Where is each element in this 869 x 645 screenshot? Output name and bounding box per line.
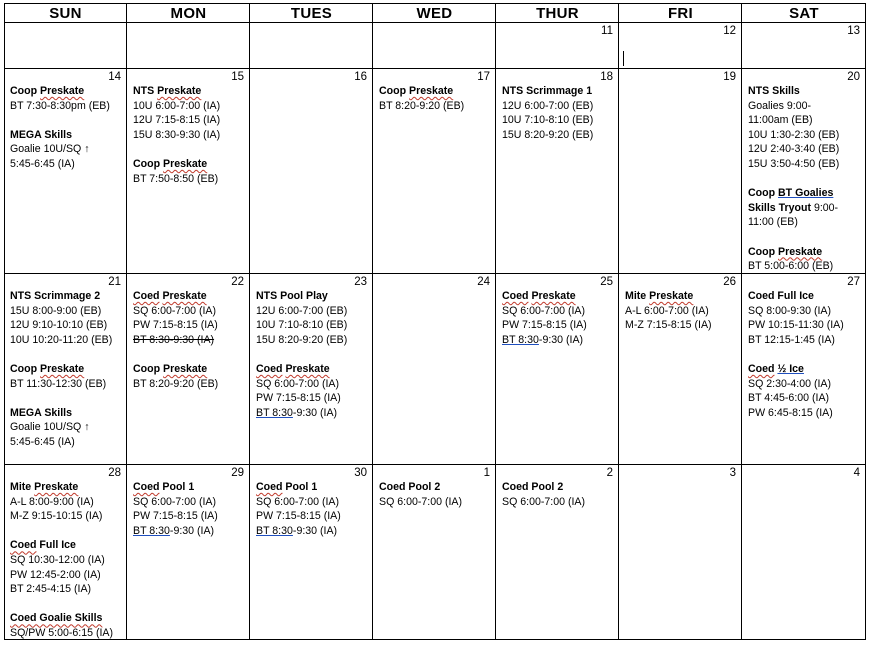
event-time-line: SQ 6:00-7:00 (IA) [133, 304, 217, 317]
event-title-part: Coed [133, 290, 160, 302]
day-cell[interactable] [742, 69, 866, 274]
event-block [379, 480, 493, 509]
event-block [379, 84, 493, 113]
event-time-line: 5:45-6:45 (IA) [10, 435, 75, 448]
event-time-line: SQ 8:00-9:30 (IA) [748, 304, 832, 317]
event-title-part: Coed [10, 539, 37, 552]
event-title-part: NTS Skills [748, 85, 800, 97]
event-time-line: 10U 1:30-2:30 (EB) [748, 128, 840, 141]
event-title-part: Full Ice [36, 539, 76, 552]
event-title [10, 362, 124, 377]
day-number: 28 [108, 467, 121, 479]
weekday-header: FRI [667, 4, 694, 22]
event-block [748, 84, 863, 172]
day-cell[interactable] [496, 274, 619, 465]
event-title-part: Coop [748, 187, 779, 200]
day-cell[interactable] [4, 274, 127, 465]
event-time-line: 10U 10:20-11:20 (EB) [10, 333, 113, 346]
event-title [256, 362, 370, 377]
day-number: 19 [723, 71, 736, 83]
event-block [502, 84, 616, 142]
event-time-line: SQ 2:30-4:00 (IA) [748, 377, 832, 390]
day-number: 26 [723, 276, 736, 288]
day-number: 24 [477, 276, 490, 288]
event-title [10, 480, 124, 495]
day-cell[interactable] [127, 274, 250, 465]
event-time-line: 15U 8:30-9:30 (IA) [133, 128, 221, 141]
event-block [748, 362, 863, 420]
event-title-part: Coop [10, 85, 41, 97]
day-number: 11 [601, 25, 613, 37]
event-time-line [133, 524, 247, 539]
event-time-line: Goalie 10U/SQ ↑ [10, 421, 90, 434]
day-number: 30 [354, 467, 367, 479]
event-title-part: NTS Scrimmage 2 [10, 290, 101, 302]
day-number: 17 [477, 71, 490, 83]
event-title-part: NTS [133, 85, 158, 97]
time-underlined: BT 8:30 [133, 524, 170, 537]
day-cell[interactable] [619, 23, 742, 69]
event-title-part: Coop [10, 362, 41, 375]
day-number: 3 [729, 467, 736, 479]
event-title [133, 289, 247, 304]
day-number: 4 [853, 467, 860, 479]
weekday-header: TUES [290, 4, 333, 22]
event-time-line: SQ 6:00-7:00 (IA) [502, 495, 586, 508]
event-title-part: Coed [256, 362, 283, 375]
event-time-line: SQ/PW 5:00-6:15 (IA) [10, 626, 114, 639]
day-number: 12 [723, 25, 736, 37]
event-title-part: Preskate [163, 157, 208, 170]
event-time-line: SQ 6:00-7:00 (IA) [256, 495, 340, 508]
day-number: 25 [600, 276, 613, 288]
event-title-part: Preskate [285, 362, 330, 375]
event-block [502, 480, 616, 509]
text-cursor [623, 51, 624, 66]
event-title-part: MEGA Skills [10, 128, 73, 141]
event-time-line: SQ 6:00-7:00 (IA) [502, 304, 586, 317]
day-cell[interactable] [742, 23, 866, 69]
event-time-line: BT 12:15-1:45 (IA) [748, 333, 835, 346]
event-list [10, 480, 124, 641]
event-list [502, 84, 616, 142]
event-time-line: 11:00 (EB) [748, 216, 798, 229]
event-time-line: 15U 8:20-9:20 (EB) [502, 128, 594, 141]
event-block [133, 362, 247, 391]
event-time-line: SQ 6:00-7:00 (IA) [256, 377, 340, 390]
time-rest: 9:00- [811, 201, 839, 214]
event-title-part: Coop [133, 157, 164, 170]
event-time-line: PW 7:15-8:15 (IA) [256, 392, 341, 405]
event-list [502, 289, 616, 347]
cancelled-time: BT 8:30-9:30 (IA) [133, 333, 215, 346]
event-block [748, 186, 863, 230]
day-number: 22 [231, 276, 244, 288]
event-time-line [256, 406, 370, 421]
time-rest: -9:30 (IA) [292, 406, 338, 419]
event-time-line: PW 6:45-8:15 (IA) [748, 406, 833, 419]
event-title [379, 84, 493, 99]
event-title-part: ½ Ice [777, 362, 804, 375]
event-block [133, 480, 247, 538]
event-block [748, 289, 863, 347]
event-title [256, 480, 370, 495]
time-rest: -9:30 (IA) [292, 524, 338, 537]
event-time-line: BT 11:30-12:30 (EB) [10, 377, 107, 390]
event-time-line: SQ 6:00-7:00 (IA) [379, 495, 463, 508]
event-block [10, 611, 124, 640]
event-title-part: Coed Goalie Skills [10, 612, 103, 625]
day-cell[interactable] [127, 23, 250, 69]
event-title [133, 157, 247, 172]
weekday-header: MON [170, 4, 207, 22]
event-title [379, 480, 493, 495]
event-time-line: SQ 10:30-12:00 (IA) [10, 553, 105, 566]
event-time-line: M-Z 9:15-10:15 (IA) [10, 510, 103, 523]
event-title-part: Coed [502, 290, 529, 302]
event-title-part: NTS Scrimmage 1 [502, 85, 593, 97]
time-underlined: BT 8:30 [502, 333, 539, 346]
event-time-line: PW 7:15-8:15 (IA) [133, 319, 218, 332]
event-block [10, 538, 124, 596]
event-title [10, 128, 124, 143]
day-number: 14 [108, 71, 121, 83]
day-number: 29 [231, 467, 244, 479]
event-time-line [748, 201, 863, 216]
event-title [256, 289, 370, 304]
event-title [10, 289, 124, 304]
event-block [10, 289, 124, 347]
event-time-line: Goalies 9:00- [748, 99, 812, 112]
day-cell[interactable] [619, 69, 742, 274]
event-time-line: BT 2:45-4:15 (IA) [10, 583, 92, 596]
event-title-part: Coed [748, 362, 775, 375]
event-time-line: BT 4:45-6:00 (IA) [748, 392, 830, 405]
event-title-part: Preskate [40, 362, 85, 375]
event-title-part: Preskate [163, 362, 208, 375]
event-title [502, 289, 616, 304]
event-title-part: Mite [625, 290, 650, 302]
day-cell[interactable] [742, 274, 866, 465]
weekday-header: WED [416, 4, 453, 22]
event-time-line: M-Z 7:15-8:15 (IA) [625, 319, 712, 332]
event-list [10, 84, 124, 172]
day-cell[interactable] [373, 23, 496, 69]
day-cell[interactable] [373, 465, 496, 640]
event-time-line [256, 524, 370, 539]
event-title [748, 84, 863, 99]
weekday-header: SAT [789, 4, 819, 22]
day-number: 2 [606, 467, 613, 479]
day-cell[interactable] [496, 23, 619, 69]
event-time-line: 10U 7:10-8:10 (EB) [502, 114, 594, 127]
day-cell[interactable] [250, 69, 373, 274]
event-title-part: Mite [10, 481, 35, 493]
event-list [748, 84, 863, 274]
event-title [748, 186, 863, 201]
event-block [10, 128, 124, 172]
event-time-line: BT 8:20-9:20 (EB) [379, 99, 465, 112]
time-underlined: BT 8:30 [256, 406, 293, 419]
event-time-line: SQ 6:00-7:00 (IA) [133, 495, 217, 508]
day-cell[interactable] [250, 274, 373, 465]
event-block [256, 289, 370, 347]
day-cell[interactable] [496, 465, 619, 640]
event-title-part: Preskate [40, 85, 85, 97]
day-cell[interactable] [4, 465, 127, 640]
day-number: 18 [600, 71, 613, 83]
event-block [256, 362, 370, 420]
day-number: 16 [354, 71, 367, 83]
event-title-cont: Skills Tryout [748, 201, 811, 214]
event-title-part: BT Goalies [778, 187, 834, 200]
event-list [379, 84, 493, 113]
day-cell[interactable] [373, 69, 496, 274]
event-title [133, 480, 247, 495]
event-time-line: Goalie 10U/SQ ↑ [10, 143, 90, 156]
day-cell[interactable] [619, 274, 742, 465]
day-number: 15 [231, 71, 244, 83]
event-time-line: BT 7:30-8:30pm (EB) [10, 99, 110, 112]
event-title-part: Preskate [409, 85, 454, 97]
event-block [748, 245, 863, 274]
event-block [10, 362, 124, 391]
event-title-part: Coop [379, 85, 410, 97]
event-block [133, 84, 247, 142]
event-list [133, 84, 247, 186]
event-time-line: 15U 8:20-9:20 (EB) [256, 333, 348, 346]
event-title-part: Preskate [34, 481, 79, 493]
event-time-line: 10U 7:10-8:10 (EB) [256, 319, 348, 332]
event-title [625, 289, 739, 304]
event-time-line: BT 8:20-9:20 (EB) [133, 377, 219, 390]
weekday-header: SUN [49, 4, 82, 22]
event-list [748, 289, 863, 420]
day-cell[interactable] [4, 69, 127, 274]
event-time-line: 12U 2:40-3:40 (EB) [748, 143, 840, 156]
event-block [133, 157, 247, 186]
event-block [10, 406, 124, 450]
event-title [10, 611, 124, 626]
event-time-line: 11:00am (EB) [748, 114, 813, 127]
event-title [748, 289, 863, 304]
event-list [379, 480, 493, 509]
day-cell[interactable] [127, 69, 250, 274]
event-list [10, 289, 124, 450]
event-list [256, 480, 370, 538]
event-title [133, 362, 247, 377]
event-time-line: 5:45-6:45 (IA) [10, 157, 75, 170]
event-list [502, 480, 616, 509]
day-cell[interactable] [373, 274, 496, 465]
event-time-line: PW 12:45-2:00 (IA) [10, 568, 101, 581]
event-title [502, 480, 616, 495]
event-title [10, 84, 124, 99]
event-time-line: 12U 6:00-7:00 (EB) [256, 304, 348, 317]
event-title [10, 538, 124, 553]
event-title [133, 84, 247, 99]
event-time-line: A-L 8:00-9:00 (IA) [10, 495, 94, 508]
day-number: 21 [108, 276, 121, 288]
event-time-line: PW 10:15-11:30 (IA) [748, 319, 844, 332]
event-title-part: Coed Pool 2 [502, 481, 564, 493]
day-cell[interactable] [127, 465, 250, 640]
day-cell[interactable] [250, 465, 373, 640]
event-title-part: Coop [748, 245, 779, 258]
event-time-line: PW 7:15-8:15 (IA) [256, 510, 341, 523]
event-title-part: Preskate [162, 290, 207, 302]
event-title-part: Coop [133, 362, 164, 375]
event-time-line: 15U 3:50-4:50 (EB) [748, 157, 840, 170]
time-rest: -9:30 (IA) [169, 524, 215, 537]
event-title-part: NTS Pool Play [256, 290, 328, 302]
event-list [625, 289, 739, 333]
event-block [256, 480, 370, 538]
event-title-part: MEGA Skills [10, 406, 73, 419]
event-list [133, 289, 247, 391]
event-time-line: PW 7:15-8:15 (IA) [133, 510, 218, 523]
event-time-line: BT 7:50-8:50 (EB) [133, 172, 219, 185]
day-cell[interactable] [619, 465, 742, 640]
day-cell[interactable] [4, 23, 127, 69]
day-number: 20 [847, 71, 860, 83]
event-title [502, 84, 616, 99]
event-title-part: Preskate [649, 290, 694, 302]
event-time-line: PW 7:15-8:15 (IA) [502, 319, 587, 332]
event-title [748, 245, 863, 260]
event-title [748, 362, 863, 377]
event-title-part: Preskate [778, 245, 823, 258]
day-cell[interactable] [496, 69, 619, 274]
event-title-part: Coed Pool 2 [379, 481, 441, 493]
day-number: 1 [483, 467, 490, 479]
event-time-line: 12U 6:00-7:00 (EB) [502, 99, 594, 112]
event-time-line: 12U 7:15-8:15 (IA) [133, 114, 221, 127]
weekday-header: THUR [536, 4, 579, 22]
event-list [256, 289, 370, 420]
day-number: 27 [847, 276, 860, 288]
event-title-part: Coed Full Ice [748, 290, 814, 302]
time-rest: -9:30 (IA) [538, 333, 584, 346]
day-number: 13 [847, 25, 860, 37]
event-time-line: 10U 6:00-7:00 (IA) [133, 99, 221, 112]
event-title-part: Coed [256, 481, 283, 493]
event-block [10, 84, 124, 113]
day-cell[interactable] [250, 23, 373, 69]
event-time-line: 15U 8:00-9:00 (EB) [10, 304, 102, 317]
time-underlined: BT 8:30 [256, 524, 293, 537]
event-block [10, 480, 124, 524]
event-time-line [133, 333, 247, 348]
event-block [133, 289, 247, 347]
event-title-part: Preskate [157, 85, 202, 97]
event-list [133, 480, 247, 538]
event-title [10, 406, 124, 421]
event-time-line: A-L 6:00-7:00 (IA) [625, 304, 709, 317]
event-title-part: Coed [133, 481, 160, 493]
event-block [502, 289, 616, 347]
event-time-line: BT 5:00-6:00 (EB) [748, 260, 834, 273]
event-time-line: 12U 9:10-10:10 (EB) [10, 319, 108, 332]
event-block [625, 289, 739, 333]
day-number: 23 [354, 276, 367, 288]
day-cell[interactable] [742, 465, 866, 640]
event-title-part: Pool 1 [282, 481, 318, 493]
event-time-line [502, 333, 616, 348]
event-title-part: Preskate [531, 290, 576, 302]
event-title-part: Pool 1 [159, 481, 195, 493]
